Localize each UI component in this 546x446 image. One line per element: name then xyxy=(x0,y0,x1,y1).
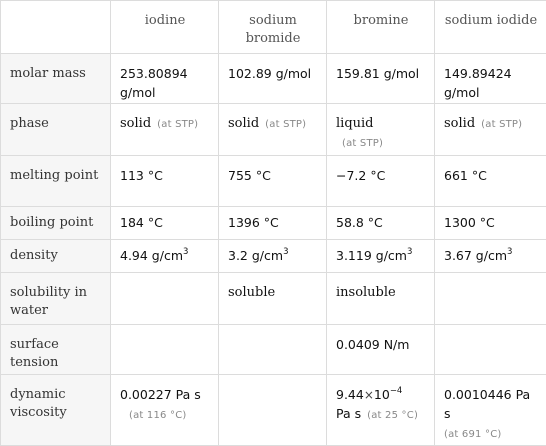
value: soluble xyxy=(228,285,276,300)
table-row-phase xyxy=(1,104,546,156)
cell-phase-iodine xyxy=(111,104,219,156)
value: 1300 °C xyxy=(444,215,495,230)
table-row-surface-tension xyxy=(1,325,546,375)
value: 3.2 g/cm xyxy=(228,248,284,263)
table-row-density xyxy=(1,240,546,273)
value: solid xyxy=(228,116,260,131)
cell-density-sodium-iodide xyxy=(435,240,546,273)
exponent: 3 xyxy=(406,247,413,257)
value: solid xyxy=(120,116,152,131)
cell-surface-tension-sodium-bromide xyxy=(219,325,327,375)
value: −7.2 °C xyxy=(336,168,386,183)
table-row-solubility xyxy=(1,273,546,325)
column-header-bromine: bromine xyxy=(327,1,435,54)
cell-melting-point-bromine xyxy=(327,156,435,207)
condition-note: (at STP) xyxy=(157,119,199,130)
value: 149.89424 g/mol xyxy=(444,66,512,100)
value: 159.81 g/mol xyxy=(336,66,420,81)
cell-molar-mass-sodium-bromide xyxy=(219,54,327,104)
cell-surface-tension-iodine xyxy=(111,325,219,375)
table-row-dynamic-viscosity xyxy=(1,375,546,446)
condition-note: (at 116 °C) xyxy=(129,410,187,421)
condition-note: (at STP) xyxy=(342,138,384,149)
value: 0.0409 N/m xyxy=(336,337,410,352)
exponent: 3 xyxy=(183,247,189,257)
cell-viscosity-sodium-bromide xyxy=(219,375,327,446)
table-row-melting-point xyxy=(1,156,546,207)
exponent: 3 xyxy=(283,247,289,257)
value: liquid xyxy=(336,116,374,131)
cell-molar-mass-bromine xyxy=(327,54,435,104)
value: 58.8 °C xyxy=(336,215,383,230)
cell-phase-bromine xyxy=(327,104,435,156)
exponent: 3 xyxy=(507,247,513,257)
cell-molar-mass-iodine xyxy=(111,54,219,104)
cell-phase-sodium-bromide xyxy=(219,104,327,156)
row-label-molar-mass: molar mass xyxy=(1,54,111,104)
value: solid xyxy=(444,116,476,131)
value: 0.00227 Pa s xyxy=(120,387,201,402)
cell-solubility-iodine xyxy=(111,273,219,325)
condition-note: (at STP) xyxy=(265,119,307,130)
value: 253.80894 g/mol xyxy=(120,66,188,100)
cell-density-bromine xyxy=(327,240,435,273)
table-row-boiling-point xyxy=(1,207,546,240)
row-label-melting-point: melting point xyxy=(1,156,111,207)
base: 10 xyxy=(373,387,390,402)
value: 0.0010446 Pa s xyxy=(444,387,531,421)
cell-boiling-point-sodium-bromide xyxy=(219,207,327,240)
value: 661 °C xyxy=(444,168,487,183)
row-label-dynamic-viscosity: dynamic viscosity xyxy=(1,375,111,446)
condition-note: (at 25 °C) xyxy=(367,410,419,421)
value: 113 °C xyxy=(120,168,163,183)
row-label-solubility: solubility in water xyxy=(1,273,111,325)
cell-solubility-sodium-bromide xyxy=(219,273,327,325)
value: 3.119 g/cm xyxy=(336,248,407,263)
cell-viscosity-bromine xyxy=(327,375,435,446)
exponent: −4 xyxy=(389,386,403,396)
cell-solubility-sodium-iodide xyxy=(435,273,546,325)
cell-boiling-point-bromine xyxy=(327,207,435,240)
table-row-molar-mass xyxy=(1,54,546,104)
mantissa: 9.44 xyxy=(336,387,364,402)
condition-note: (at STP) xyxy=(481,119,523,130)
cell-surface-tension-sodium-iodide xyxy=(435,325,546,375)
cell-melting-point-sodium-iodide xyxy=(435,156,546,207)
value: 102.89 g/mol xyxy=(228,66,312,81)
cell-boiling-point-sodium-iodide xyxy=(435,207,546,240)
value: insoluble xyxy=(336,285,396,300)
value: 1396 °C xyxy=(228,215,279,230)
column-header-iodine: iodine xyxy=(111,1,219,54)
header-row xyxy=(1,1,546,54)
cell-molar-mass-sodium-iodide xyxy=(435,54,546,104)
value: 755 °C xyxy=(228,168,271,183)
value: 3.67 g/cm xyxy=(444,248,508,263)
condition-note: (at 691 °C) xyxy=(444,429,502,440)
cell-viscosity-sodium-iodide xyxy=(435,375,546,446)
value: 184 °C xyxy=(120,215,163,230)
cell-surface-tension-bromine xyxy=(327,325,435,375)
cell-solubility-bromine xyxy=(327,273,435,325)
cell-boiling-point-iodine xyxy=(111,207,219,240)
cell-phase-sodium-iodide xyxy=(435,104,546,156)
row-label-boiling-point: boiling point xyxy=(1,207,111,240)
unit: Pa s xyxy=(336,406,362,421)
times-sign: × xyxy=(363,388,374,402)
cell-density-sodium-bromide xyxy=(219,240,327,273)
cell-density-iodine xyxy=(111,240,219,273)
row-label-density: density xyxy=(1,240,111,273)
corner-cell xyxy=(1,1,111,54)
cell-melting-point-sodium-bromide xyxy=(219,156,327,207)
value: 4.94 g/cm xyxy=(120,248,184,263)
row-label-phase: phase xyxy=(1,104,111,156)
row-label-surface-tension: surface tension xyxy=(1,325,111,375)
cell-melting-point-iodine xyxy=(111,156,219,207)
cell-viscosity-iodine xyxy=(111,375,219,446)
column-header-sodium-bromide: sodium bromide xyxy=(219,1,327,54)
column-header-sodium-iodide: sodium iodide xyxy=(435,1,546,54)
